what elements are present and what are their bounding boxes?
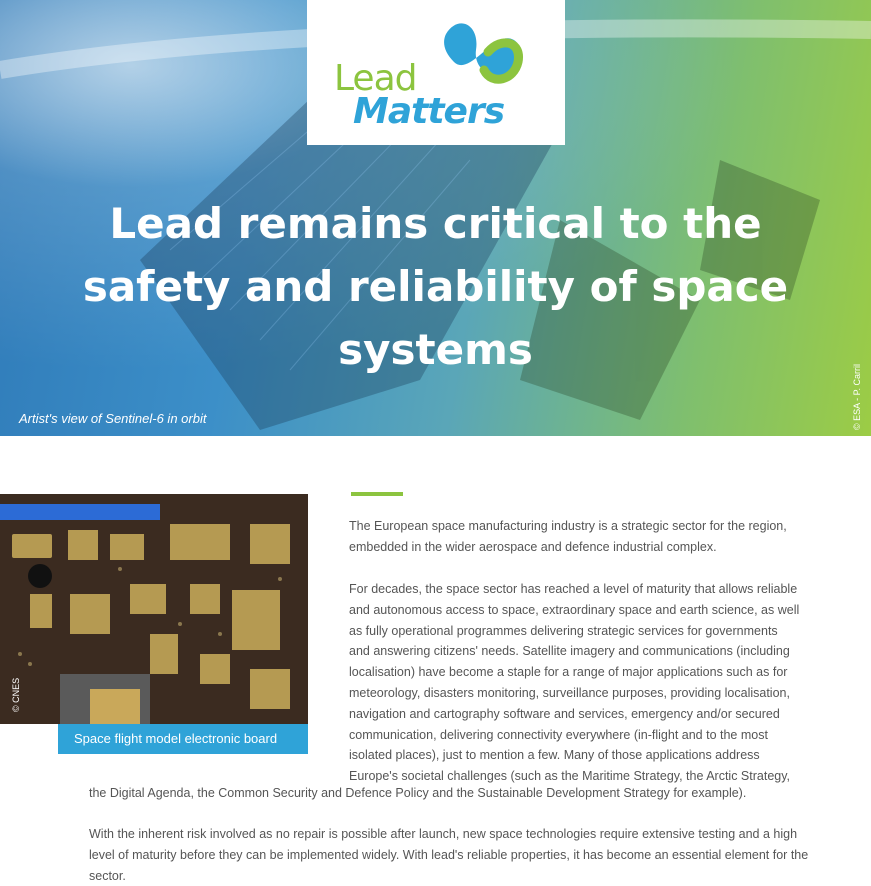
paragraph-intro: The European space manufacturing industry is a strategic sector for the region, embedded in the wider aerospace and defence industrial complex. xyxy=(349,519,787,554)
paragraph-line: meteorology, disasters monitoring, surveillance purposes, providing localisation, xyxy=(349,685,790,700)
circuit-board-illustration xyxy=(0,494,308,724)
infinity-loop-icon xyxy=(418,14,530,94)
paragraph-line: localisation) have become a staple for a range of major applications such as for xyxy=(349,665,788,680)
paragraph-line: For decades, the space sector has reached a level of maturity that allows reliable xyxy=(349,582,798,596)
paragraph-space-sector-continued: the Digital Agenda, the Common Security and Defence Policy and the Sustainable Development Strategy for example). xyxy=(89,786,747,800)
board-caption: Space flight model electronic board xyxy=(58,724,308,754)
accent-rule xyxy=(351,492,403,496)
paragraph-line: and autonomous access to space, extraordinary space and earth science, as well xyxy=(349,602,800,617)
paragraph-line: isolated places), just to mention a few. Many of those applications address xyxy=(349,748,760,763)
paragraph-line: as fully operational programmes delivering strategic services for governments xyxy=(349,623,778,638)
hero-photo-credit: © ESA - P. Carril xyxy=(852,364,862,430)
logo-text-lead: Lead xyxy=(334,58,417,99)
logo-text-matters: Matters xyxy=(353,91,505,132)
board-photo-credit: © CNES xyxy=(11,677,21,712)
paragraph-line: and answering citizens' needs. Satellite imagery and communications (including xyxy=(349,644,790,659)
electronic-board-photo xyxy=(0,494,308,724)
paragraph-line: navigation and cartography software and services, emergency and/or secured xyxy=(349,706,780,721)
paragraph-space-sector xyxy=(349,579,809,787)
paragraph-risk: With the inherent risk involved as no repair is possible after launch, new space technologies require extensive testing and a high level of maturity before they can be implemented widely. With lead's reliable properties, it has become an essential element for the sector. xyxy=(89,827,809,883)
paragraph-line: communication, delivering connectivity everywhere (in-flight and to the most xyxy=(349,727,768,742)
page-title: Lead remains critical to the safety and reliability of space systems xyxy=(82,199,789,374)
paragraph-line: Europe's societal challenges (such as the Maritime Strategy, the Arctic Strategy, xyxy=(349,769,791,784)
hero-caption: Artist's view of Sentinel-6 in orbit xyxy=(19,411,207,426)
hero-banner xyxy=(0,0,871,436)
